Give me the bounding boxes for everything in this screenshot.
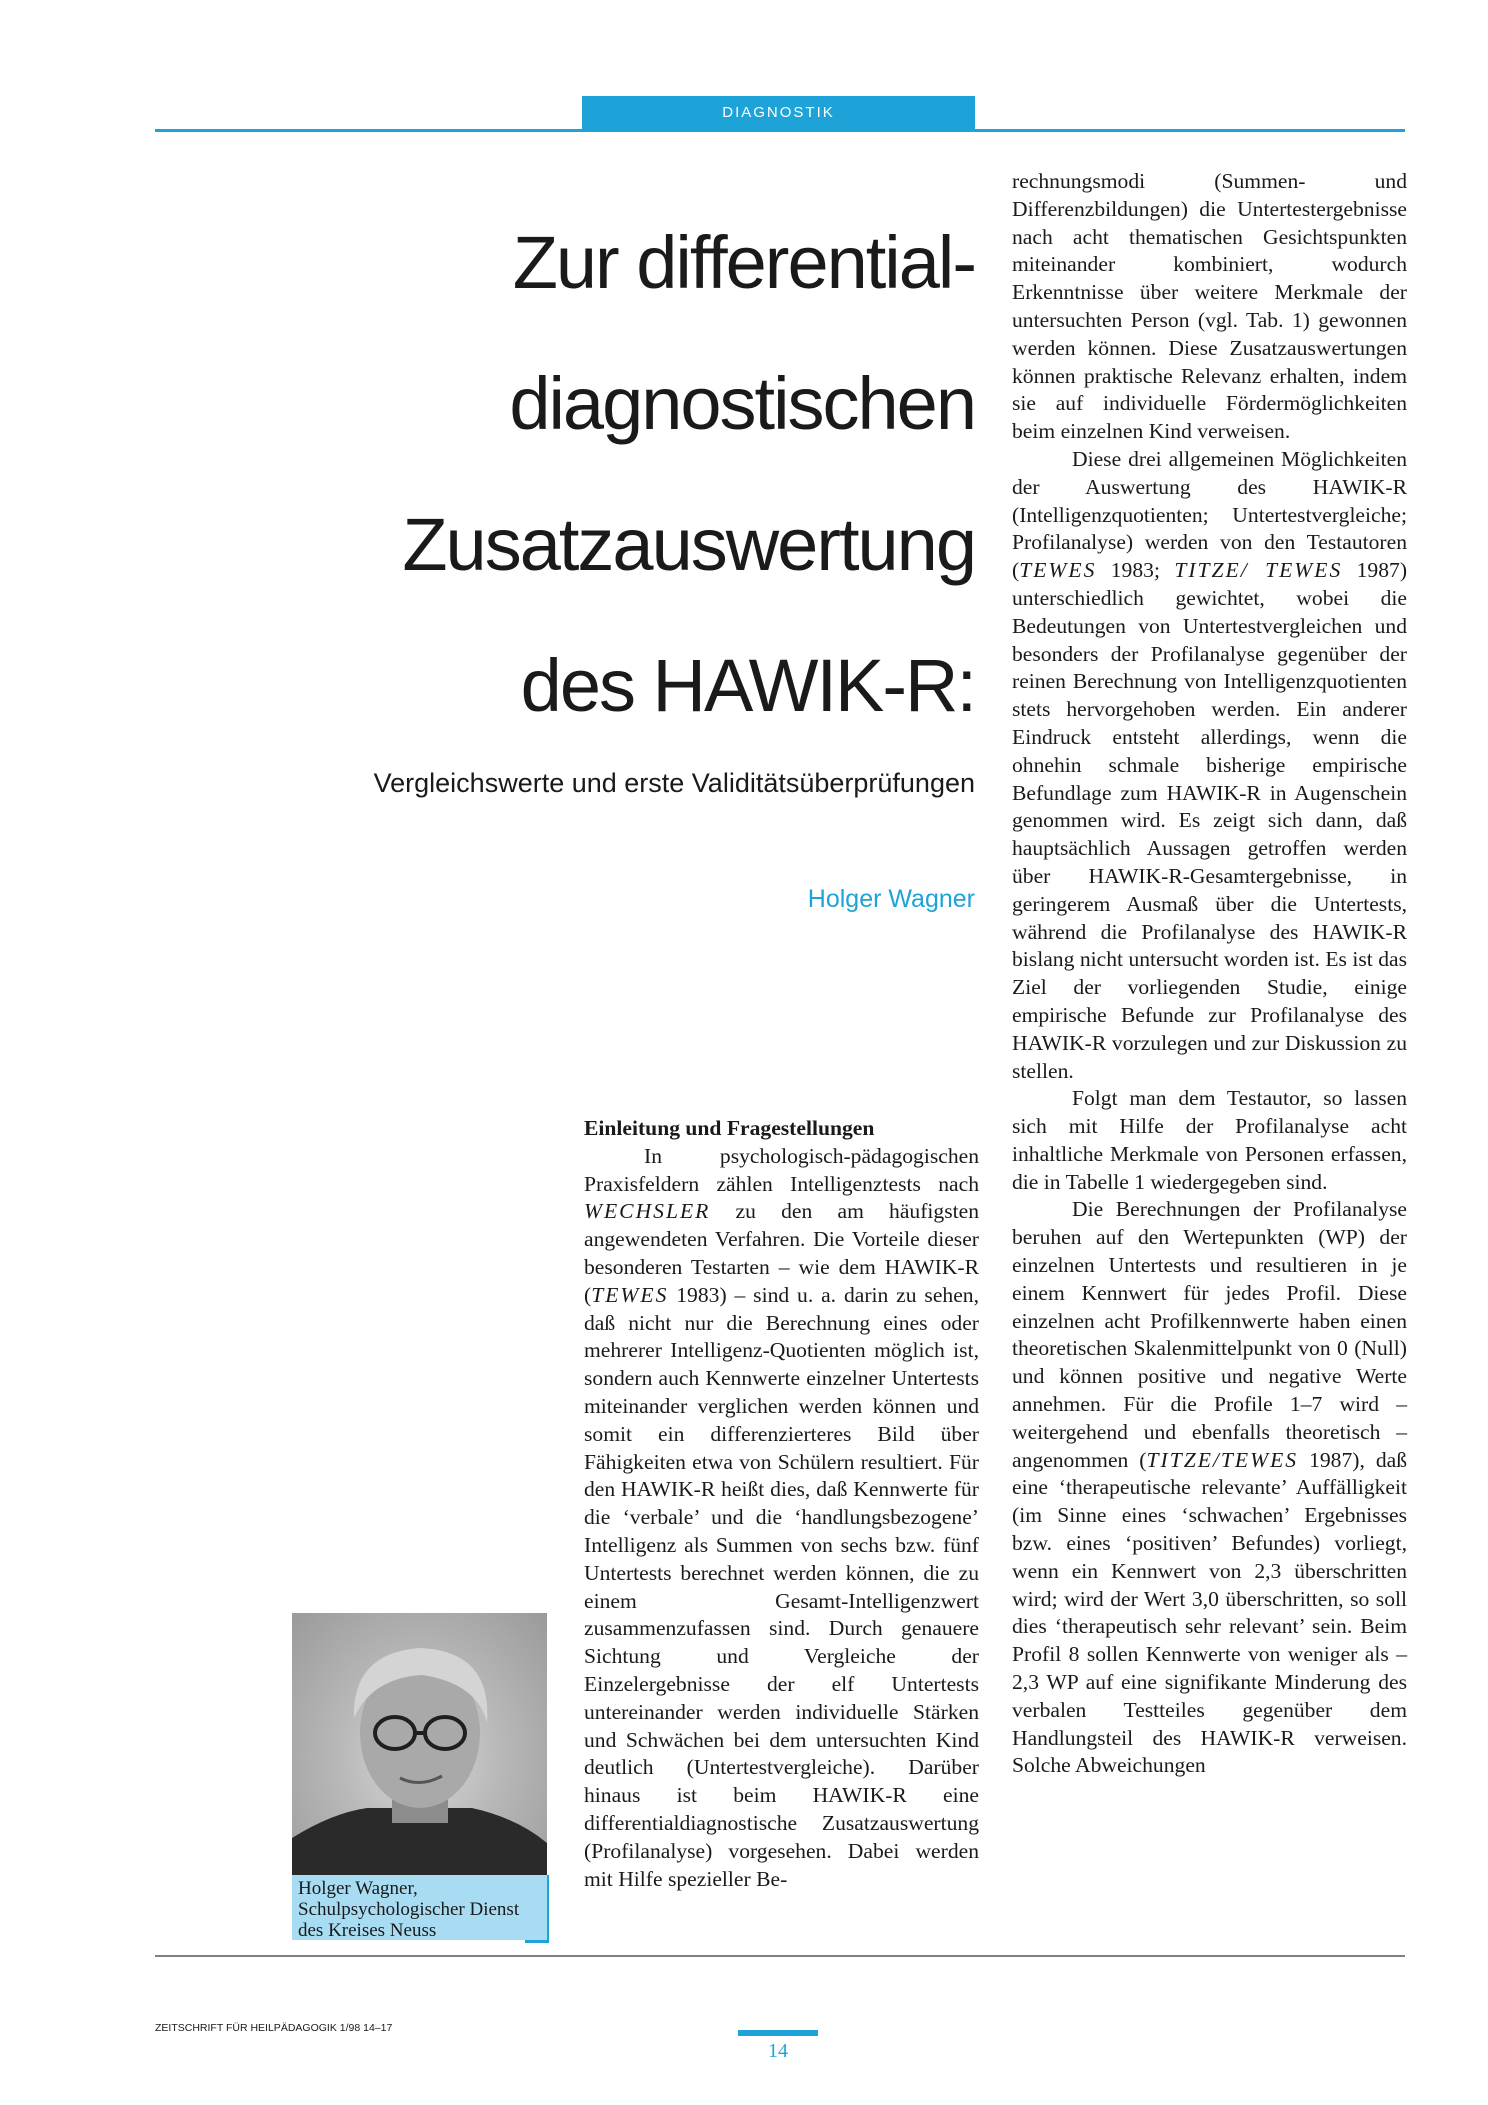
paragraph-text: Diese drei allgemeinen Möglichkeiten der Auswertung des HAWIK-R (Intelligenzquotienten; Untertestvergleiche; Profilanalyse) werden von den Testautoren ( bbox=[1012, 446, 1407, 583]
title-line-2: diagnostischen bbox=[509, 362, 975, 445]
paragraph-text: 1983; bbox=[1096, 558, 1175, 583]
right-column bbox=[1012, 168, 1407, 1780]
author-citation: WECHSLER bbox=[584, 1199, 711, 1224]
author-citation: TEWES bbox=[591, 1282, 669, 1307]
article-title bbox=[155, 192, 975, 756]
author-portrait-icon bbox=[292, 1613, 547, 1875]
author-citation: TITZE/ TEWES bbox=[1174, 558, 1343, 583]
journal-reference: ZEITSCHRIFT FÜR HEILPÄDAGOGIK 1/98 14–17 bbox=[155, 2022, 393, 2034]
title-line-1: Zur differential- bbox=[512, 221, 975, 304]
paragraph: Folgt man dem Testautor, so lassen sich mit Hilfe der Profilanalyse acht inhaltliche Merkmale von Personen erfassen, die in Tabelle 1 wiedergegeben sind. bbox=[1012, 1086, 1407, 1194]
author-photo bbox=[292, 1613, 547, 1875]
middle-column bbox=[584, 1115, 979, 1893]
paragraph bbox=[584, 1143, 979, 1894]
paragraph-text: zu den am häufigsten angewendeten Verfahren. Die Vorteile dieser besonderen Testarten – wie dem HAWIK-R ( bbox=[584, 1199, 979, 1307]
paragraph bbox=[1012, 446, 1407, 1085]
paragraph bbox=[1012, 1196, 1407, 1780]
paragraph-text: In psychologisch-pädagogischen Praxisfeldern zählen Intelligenztests nach bbox=[584, 1143, 979, 1196]
author-citation: TEWES bbox=[1019, 558, 1097, 583]
section-heading: Einleitung und Fragestellungen bbox=[584, 1116, 875, 1140]
section-header-tab bbox=[582, 96, 975, 129]
paragraph-text: Die Berechnungen der Profilanalyse beruhen auf den Wertepunkten (WP) der einzelnen Untertests und resultieren in je einem Kennwert für jedes Profil. Diese einzelnen acht Profilkennwerte haben einen theoretischen Skalenmittelpunkt von 0 (Null) und können positive und negative Werte annehmen. Für die Profile 1–7 wird – weitergehend und ebenfalls theoretisch – angenommen ( bbox=[1012, 1197, 1407, 1472]
article-author: Holger Wagner bbox=[807, 885, 975, 913]
author-citation: TITZE/TEWES bbox=[1146, 1447, 1299, 1472]
article-subtitle: Vergleichswerte und erste Validitätsüberprüfungen bbox=[373, 768, 975, 798]
title-line-3: Zusatzauswertung bbox=[402, 503, 975, 586]
page-number: 14 bbox=[768, 2040, 788, 2062]
title-line-4: des HAWIK-R: bbox=[520, 644, 975, 727]
section-label: DIAGNOSTIK bbox=[722, 104, 835, 121]
paragraph: rechnungsmodi (Summen- und Differenzbildungen) die Untertestergebnisse nach acht thematischen Gesichtspunkten miteinander kombiniert, wodurch Erkenntnisse über weitere Merkmale der untersuchten Person (vgl. Tab. 1) gewonnen werden können. Diese Zusatzauswertungen können praktische Relevanz erhalten, indem sie auf individuelle Fördermöglichkeiten beim einzelnen Kind verweisen. bbox=[1012, 169, 1407, 444]
page-number-accent bbox=[738, 2030, 818, 2036]
paragraph-text: 1987) unterschiedlich gewichtet, wobei die Bedeutungen von Untertestvergleichen und besonders der Profilanalyse gegenüber der reinen Berechnung von Intelligenzquotienten stets hervorgehoben werden. Ein anderer Eindruck entsteht allerdings, wenn die ohnehin schmale bisherige empirische Befundlage zum HAWIK-R in Augenschein genommen wird. Es zeigt sich dann, daß hauptsächlich Aussagen getroffen werden über HAWIK-R-Gesamtergebnisse, in geringerem Ausmaß über die Untertests, während die Profilanalyse des HAWIK-R bislang nicht untersucht worden ist. Es ist das Ziel der vorliegenden Studie, einige empirische Befunde zur Profilanalyse des HAWIK-R vorzulegen und zur Diskussion zu stellen. bbox=[1012, 558, 1408, 1083]
photo-caption: Holger Wagner, Schulpsychologischer Dienst des Kreises Neuss bbox=[292, 1875, 547, 1940]
footer-rule bbox=[155, 1955, 1405, 1957]
paragraph-text: 1983) – sind u. a. darin zu sehen, daß nicht nur die Berechnung eines oder mehrerer Intelligenz-Quotienten möglich ist, sondern auch Kennwerte einzelner Untertests miteinander verglichen werden können und somit ein differenzierteres Bild über Fähigkeiten etwa von Schülern resultiert. Für den HAWIK-R heißt dies, daß Kennwerte für die ‘verbale’ und die ‘handlungsbezogene’ Intelligenz als Summen von sechs bzw. fünf Untertests berechnet werden können, die zu einem Gesamt-Intelligenzwert zusammenzufassen sind. Durch genauere Sichtung und Vergleiche der Einzelergebnisse der elf Untertests untereinander werden individuelle Stärken und Schwächen bei dem untersuchten Kind deutlich (Untertestvergleiche). Darüber hinaus ist beim HAWIK-R eine differentialdiagnostische Zusatzauswertung (Profilanalyse) vorgesehen. Dabei werden mit Hilfe spezieller Be- bbox=[584, 1282, 979, 1891]
paragraph-text: 1987), daß eine ‘therapeutische relevante’ Auffälligkeit (im Sinne eines ‘schwachen’ Ergebnisses bzw. eines ‘positiven’ Befundes) vorliegt, wenn ein Kennwert von 2,3 überschritten wird; wird der Wert 3,0 überschritten, so soll dies ‘therapeutisch sehr relevant’ sein. Beim Profil 8 sollen Kennwerte von weniger als –2,3 WP auf eine signifikante Minderung des verbalen Testteiles gegenüber dem Handlungsteil des HAWIK-R verweisen. Solche Abweichungen bbox=[1012, 1447, 1407, 1778]
header-rule bbox=[155, 129, 1405, 132]
